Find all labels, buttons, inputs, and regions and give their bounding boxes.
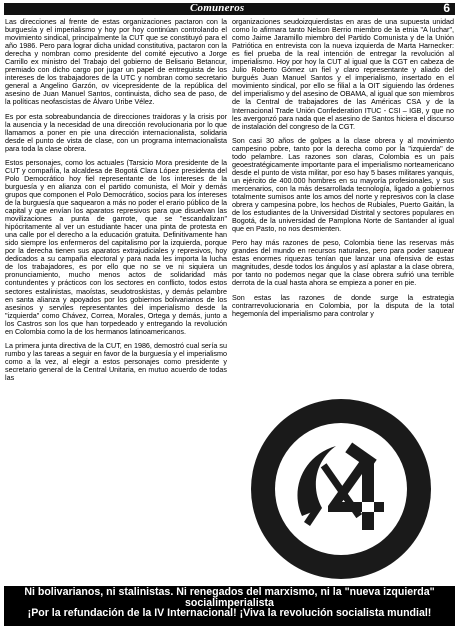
paragraph: Estos personajes, como los actuales (Tarsicio Mora presidente de la CUT y compañía, la alcaldesa de Bogotá Clara López presidenta del Polo Democrático hoy fiel representante de los intereses de la burguesía y en alianza con el partido comunista, el Moir y demás grupos que componen el Polo Democrático, socios para los intereses de la burguesía que saquearon a más no poder el erario público de la capital y que envían los aparatos represivos para que disuelvan las movilizaciones a punta de garrote, que se "escandalizan" hipócritamente al ver un estudiante hacer una pinta de protesta en una calle por el derecho a la educación gratuita. Definitivamente han sido siempre los enfermeros del capitalismo por la izquierda, porque por la derecha tienen sus aparatos extrajudiciales y represivos, hoy dedicados a su campaña electoral y para nada les importa la lucha de los trabajadores, es por ello que no se ve ni siquiera un pronunciamiento, mucho menos actos de solidaridad más contundentes y prácticos con los sectores en conflicto, todos estos sectores estalinistas, maoístas, seudotroskistas, y demás pelambre en santa alianza y apoyados por los gobiernos bolivarianos de los asesinos y serviles representantes del imperialismo desde la "izquierda" como Chávez, Correa, Morales, Ortega y demás, junto a los Castros son los que han torpedeado y entregando la revolución en Colombia como la de los hermanos latinoamericanos. <box>5 157 227 336</box>
paragraph: Son estas las razones de donde surge la estrategia contrarrevolucionaria en Colombia, por la disputa de la total hegemonía del imperialismo para controlar y <box>232 292 454 318</box>
paragraph: Son casi 30 años de golpes a la clase obrera y al movimiento campesino pobre, tanto por la derecha como por la "izquierda" de todo pelambre. Las razones son claras, Colombia es un país geoestratégicamente importante para el imperialismo norteamericano desde el punto de vista militar, por eso hay 5 bases militares yanquis, un ejército de 400.000 hombres en su mayoría profesionales, y sus mercenarios, con la más desarrollada tecnología, ligado a gobiernos totalmente sumisos ante los amos del norte y represivos con la clase obrera y campesina pobre, los hechos de Rubiales, Puerto Gaitán, la de los estudiantes de la Universidad Distrital y sectores populares en Bogotá, de la universidad de Pamplona Norte de Santander al igual que en Pasto, no nos desmienten. <box>232 135 454 234</box>
paragraph: organizaciones seudoizquierdistas en aras de una supuesta unidad como lo afirmara tanto Nelson Berrio miembro de la etnia "A luchar", como Jaime Jaramillo miembro del Partido Comunista y de la Unión Patriótica en entrevista con la nueva izquierda de Marta Harnecker: es fiel prueba de la real intención de entregar la revolución al imperialismo. Hoy por hoy la CUT al igual que la CGT en cabeza de Julio Roberto Gómez un fiel y claro representante y aliado del burgués Juan Manuel Santos y el imperialismo, insertado en el movimiento sindical, por ello se filial a la OIT siguiendo las órdenes del imperialismo y del asesino de OBAMA, al igual que son miembros de la Central de trabajadores de las Américas CSA y de la Internacional Trade Unión Confederation ITUC - CSI – IGB, y que no les avergonzó para nada que el asesino de Santos hiciera el discurso de instalación del congreso de la CGT. <box>232 17 454 131</box>
fourth-international-logo <box>240 398 450 583</box>
paragraph: La primera junta directiva de la CUT, en 1986, demostró cual sería su rumbo y las tareas a seguir en favor de la burguesía y el imperialismo como a la vez, al elegir a estos personajes como presidente y secretario general de la Central Unitaria, en mutuo acuerdo de todas las <box>5 340 227 382</box>
hammer-sickle-four-logo-icon <box>250 398 432 580</box>
publication-title: Comuneros <box>190 2 245 14</box>
footer-slogan-line-2: ¡Por la refundación de la IV Internacional! ¡Viva la revolución socialista mundial! <box>27 607 432 619</box>
paragraph: Las direcciones al frente de estas organizaciones pactaron con la burguesía y el imperialismo y hoy por hoy continúan controlando el movimiento sindical, principalmente la CUT que se constituyó para el año 1986. Pero para lograr dicha unidad constitutiva, pactaron con la derecha y nombran como presidente del comité ejecutivo a Jorge Carrillo ex ministro del Trabajo del gobierno de Belisario Betancur, premiado con dicho cargo por jugar un papel de entreguista de los intereses de los trabajadores de la UTC y nombran como secretario general a Angelino Garzón, ov vicepresidente de la república del asesino de Juan Manuel Santos, continuista, dicho sea de paso, de la políticas neofascistas de Álvaro Uribe Vélez. <box>5 17 227 107</box>
right-column <box>232 18 454 324</box>
paragraph: Es por esta sobreabundancia de direcciones traidoras y la crisis por la ausencia y la necesidad de una dirección revolucionaria por lo que llamamos a poner en pie una dirección internacionalista, solidaria desde el punto de vista de clase, con un programa internacionalista para toda la clase obrera. <box>5 111 227 153</box>
paragraph: Pero hay más razones de peso, Colombia tiene las reservas más grandes del mundo en recursos naturales, pero para poder saquear estas enormes riquezas tenían que lanzar una ofensiva de estas magnitudes, desde todos los ángulos y así aplastar a la clase obrera, por tanto no podemos negar que la clase obrera sufrió una terrible derrota de la cual hasta ahora se empieza a poner en pie. <box>232 238 454 288</box>
header-bar <box>4 3 455 15</box>
page-number: 6 <box>443 1 450 15</box>
footer-slogan-banner <box>4 586 455 626</box>
left-column <box>5 18 227 388</box>
footer-slogan-line-1: Ni bolivarianos, ni stalinistas. Ni renegados del marxismo, ni la "nueva izquierda" socialimperialista <box>24 586 435 609</box>
